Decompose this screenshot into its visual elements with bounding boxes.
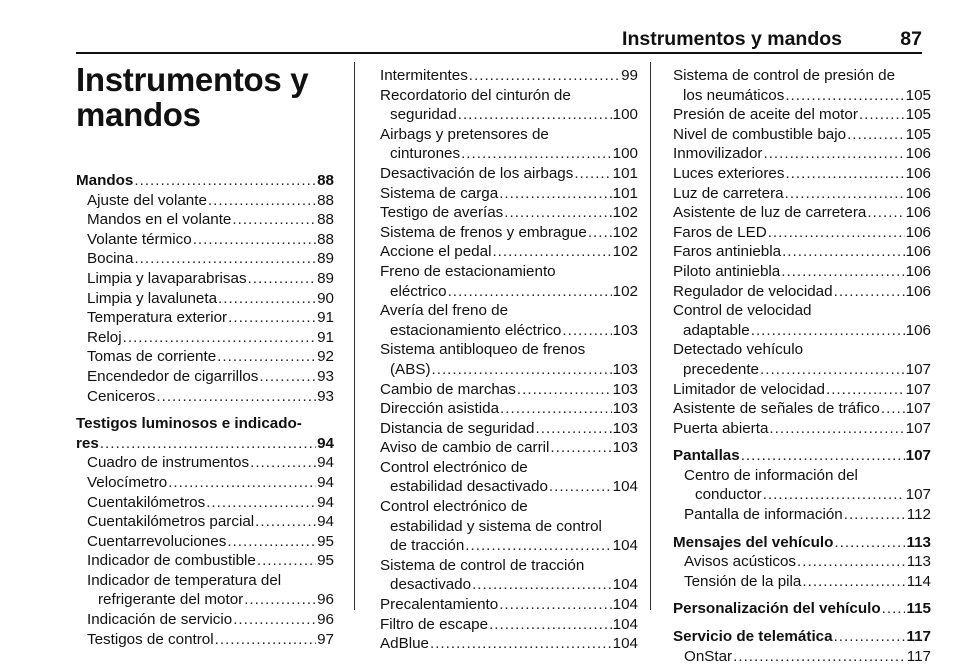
toc-label: Puerta abierta: [673, 419, 769, 437]
toc-entry[interactable]: [76, 191, 334, 211]
toc-page: 107: [905, 447, 931, 465]
toc-page: 95: [317, 532, 334, 550]
toc-page: 107: [905, 419, 931, 437]
toc-label: Faros de LED: [673, 223, 767, 241]
toc-page: 113: [906, 553, 931, 571]
toc-entry[interactable]: Sistema antibloqueo de frenos: [380, 341, 586, 359]
toc-label: Encendedor de cigarrillos: [87, 367, 259, 385]
toc-entry[interactable]: [380, 242, 638, 262]
toc-page: 106: [905, 204, 931, 222]
dot-leader: [797, 552, 906, 572]
dot-leader: [785, 184, 905, 204]
toc-page: 106: [905, 243, 931, 261]
toc-entry[interactable]: [76, 249, 334, 269]
toc-entry[interactable]: Control de velocidad: [673, 302, 812, 320]
dot-leader: [250, 453, 316, 473]
toc-entry[interactable]: [76, 308, 334, 328]
dot-leader: [549, 477, 612, 497]
toc-label: Mandos: [76, 172, 134, 189]
toc-page: 113: [906, 533, 931, 551]
toc-page: 94: [317, 513, 334, 531]
toc-entry[interactable]: [76, 210, 334, 230]
toc-label: desactivado: [390, 576, 472, 594]
toc-entry[interactable]: [673, 282, 931, 302]
toc-entry[interactable]: [380, 595, 638, 615]
dot-leader: [432, 360, 612, 380]
dot-leader: [499, 595, 611, 615]
toc-label: Limpia y lavaparabrisas: [87, 269, 247, 287]
toc-entry-cont[interactable]: [673, 485, 931, 505]
dot-leader: [469, 66, 620, 86]
toc-entry[interactable]: [76, 473, 334, 493]
toc-page: 94: [317, 493, 334, 511]
toc-entry[interactable]: [673, 505, 931, 525]
toc-column-3: [673, 66, 931, 666]
toc-entry[interactable]: [673, 572, 931, 592]
toc-label: Cambio de marchas: [380, 380, 516, 398]
chapter-title-line: mandos: [76, 96, 201, 133]
toc-entry[interactable]: [76, 493, 334, 513]
toc-entry[interactable]: [673, 399, 931, 419]
toc-label: OnStar: [684, 647, 733, 665]
toc-page: 107: [905, 400, 931, 418]
dot-leader: [834, 627, 906, 647]
toc-entry-cont[interactable]: [380, 144, 638, 164]
toc-entry[interactable]: [673, 203, 931, 223]
toc-label: Avisos acústicos: [684, 553, 796, 571]
toc-page: 106: [905, 164, 931, 182]
dot-leader: [536, 419, 612, 439]
dot-leader: [574, 164, 611, 184]
dot-leader: [257, 551, 316, 571]
toc-label: Cuentarrevoluciones: [87, 532, 227, 550]
toc-label: Reloj: [87, 328, 122, 346]
dot-leader: [782, 242, 905, 262]
dot-leader: [232, 210, 316, 230]
toc-page: 103: [612, 400, 638, 418]
toc-entry[interactable]: Avería del freno de: [380, 302, 509, 320]
toc-entry[interactable]: [673, 647, 931, 666]
dot-leader: [834, 282, 905, 302]
dot-leader: [215, 630, 316, 650]
toc-entry[interactable]: Airbags y pretensores de: [380, 125, 549, 143]
dot-leader: [834, 533, 905, 553]
toc-section-mandos[interactable]: [76, 171, 334, 191]
toc-section-testigos[interactable]: Testigos luminosos e indicado-: [76, 415, 302, 433]
toc-entry-cont[interactable]: [380, 477, 638, 497]
toc-entry[interactable]: [380, 634, 638, 654]
toc-entry[interactable]: [380, 399, 638, 419]
toc-page: 117: [906, 647, 931, 665]
toc-label: res: [76, 434, 99, 452]
dot-leader: [233, 610, 316, 630]
toc-entry-cont[interactable]: [673, 360, 931, 380]
toc-entry[interactable]: [76, 512, 334, 532]
toc-label: Precalentamiento: [380, 596, 499, 614]
toc-entry[interactable]: Recordatorio del cinturón de: [380, 86, 571, 104]
toc-page: 104: [612, 596, 638, 614]
dot-leader: [826, 380, 905, 400]
dot-leader: [881, 399, 905, 419]
toc-entry[interactable]: [76, 610, 334, 630]
toc-page: 90: [317, 289, 334, 307]
toc-label: Inmovilizador: [673, 145, 763, 163]
toc-entry-cont[interactable]: [673, 321, 931, 341]
toc-label: Nivel de combustible bajo: [673, 125, 847, 143]
toc-page: 115: [906, 600, 931, 618]
toc-entry-cont[interactable]: [380, 321, 638, 341]
toc-entry-cont[interactable]: estabilidad y sistema de control: [390, 517, 602, 535]
toc-page: 104: [612, 537, 638, 555]
toc-page: 103: [612, 360, 638, 378]
toc-page: 88: [317, 172, 334, 189]
dot-leader: [768, 223, 905, 243]
toc-entry[interactable]: Detectado vehículo: [673, 341, 804, 359]
dot-leader: [517, 380, 612, 400]
toc-page: 88: [317, 211, 334, 229]
toc-label: Dirección asistida: [380, 400, 500, 418]
toc-entry-cont[interactable]: [380, 575, 638, 595]
toc-label: Sistema de frenos y embrague: [380, 223, 587, 241]
toc-label: Testigos de control: [87, 630, 214, 648]
column-divider: [354, 62, 355, 610]
toc-page: 105: [905, 125, 931, 143]
toc-label: Personalización del vehículo: [673, 600, 881, 618]
toc-entry[interactable]: [76, 367, 334, 387]
toc-entry[interactable]: [380, 223, 638, 243]
toc-label: estacionamiento eléctrico: [390, 321, 562, 339]
toc-entry[interactable]: [380, 380, 638, 400]
toc-label: Cuadro de instrumentos: [87, 454, 250, 472]
dot-leader: [248, 269, 317, 289]
toc-label: eléctrico: [390, 282, 447, 300]
toc-column-2: [380, 66, 638, 654]
toc-label: Ajuste del volante: [87, 191, 207, 209]
dot-leader: [134, 171, 316, 191]
toc-label: Filtro de escape: [380, 615, 489, 633]
page-number: 87: [900, 28, 922, 50]
running-header: [0, 28, 960, 52]
toc-page: 94: [317, 434, 334, 452]
running-header-title: Instrumentos y mandos: [622, 28, 842, 50]
toc-label: AdBlue: [380, 635, 429, 653]
toc-page: 102: [612, 204, 638, 222]
toc-section-pantallas[interactable]: [673, 446, 931, 466]
toc-label: Limitador de velocidad: [673, 380, 825, 398]
toc-entry[interactable]: [673, 144, 931, 164]
toc-page: 88: [317, 230, 334, 248]
toc-page: 117: [906, 628, 931, 646]
toc-entry[interactable]: [76, 230, 334, 250]
toc-entry[interactable]: [380, 203, 638, 223]
toc-page: 104: [612, 635, 638, 653]
dot-leader: [802, 572, 905, 592]
toc-entry[interactable]: Sistema de control de tracción: [380, 556, 585, 574]
toc-page: 114: [906, 572, 931, 590]
toc-page: 99: [621, 67, 638, 84]
toc-label: Faros antiniebla: [673, 243, 782, 261]
toc-label: adaptable: [683, 321, 750, 339]
dot-leader: [499, 184, 611, 204]
toc-entry-cont[interactable]: [380, 536, 638, 556]
dot-leader: [448, 282, 612, 302]
toc-page: 103: [612, 321, 638, 339]
toc-label: Volante térmico: [87, 230, 192, 248]
toc-entry[interactable]: [380, 66, 638, 86]
dot-leader: [100, 434, 316, 454]
dot-leader: [472, 575, 612, 595]
chapter-title: [76, 62, 308, 132]
toc-entry[interactable]: [673, 184, 931, 204]
toc-label: Pantalla de información: [684, 506, 843, 524]
dot-leader: [760, 360, 905, 380]
toc-entry[interactable]: Control electrónico de: [380, 498, 528, 516]
dot-leader: [785, 86, 904, 106]
toc-entry[interactable]: Control electrónico de: [380, 458, 528, 476]
toc-entry[interactable]: [380, 615, 638, 635]
toc-page: 95: [317, 552, 334, 570]
toc-page: 93: [317, 387, 334, 405]
toc-label: Piloto antiniebla: [673, 262, 781, 280]
toc-entry[interactable]: [380, 438, 638, 458]
toc-label: Desactivación de los airbags: [380, 164, 574, 182]
toc-entry-cont[interactable]: [76, 590, 334, 610]
dot-leader: [733, 647, 906, 666]
toc-label: Tensión de la pila: [684, 572, 802, 590]
toc-label: conductor: [695, 486, 762, 504]
dot-leader: [763, 485, 905, 505]
dot-leader: [492, 242, 611, 262]
toc-label: Mandos en el volante: [87, 211, 232, 229]
toc-entry[interactable]: Indicador de temperatura del: [87, 571, 282, 589]
toc-page: 96: [317, 591, 334, 609]
toc-page: 89: [317, 250, 334, 268]
toc-page: 97: [317, 630, 334, 648]
toc-entry[interactable]: [380, 164, 638, 184]
toc-entry-cont[interactable]: [380, 360, 638, 380]
dot-leader: [489, 615, 612, 635]
toc-page: 105: [905, 106, 931, 124]
toc-page: 104: [612, 615, 638, 633]
toc-entry-cont[interactable]: [380, 282, 638, 302]
toc-page: 89: [317, 269, 334, 287]
toc-label: Cuentakilómetros parcial: [87, 513, 255, 531]
toc-entry[interactable]: [76, 453, 334, 473]
toc-label: Luz de carretera: [673, 184, 784, 202]
toc-label: Luces exteriores: [673, 164, 785, 182]
dot-leader: [244, 590, 316, 610]
toc-label: Ceniceros: [87, 387, 156, 405]
toc-entry[interactable]: [673, 262, 931, 282]
toc-label: cinturones: [390, 145, 461, 163]
toc-section-testigos-cont[interactable]: [76, 434, 334, 454]
toc-column-1: [76, 171, 334, 649]
toc-entry[interactable]: [76, 328, 334, 348]
chapter-title-line: Instrumentos y: [76, 61, 309, 98]
toc-entry[interactable]: [673, 105, 931, 125]
toc-label: Regulador de velocidad: [673, 282, 833, 300]
toc-label: Bocina: [87, 250, 134, 268]
dot-leader: [208, 191, 316, 211]
dot-leader: [227, 532, 316, 552]
dot-leader: [193, 230, 316, 250]
toc-label: Pantallas: [673, 447, 740, 465]
toc-entry[interactable]: Freno de estacionamiento: [380, 262, 556, 280]
dot-leader: [123, 328, 316, 348]
toc-entry[interactable]: [673, 242, 931, 262]
dot-leader: [458, 105, 612, 125]
toc-entry-cont[interactable]: [380, 105, 638, 125]
toc-page: 101: [612, 164, 638, 182]
dot-leader: [206, 493, 316, 513]
toc-page: 103: [612, 439, 638, 457]
dot-leader: [588, 223, 612, 243]
toc-label: de tracción: [390, 537, 465, 555]
toc-entry[interactable]: [76, 630, 334, 650]
toc-page: 91: [317, 309, 334, 327]
dot-leader: [430, 634, 612, 654]
toc-page: 106: [905, 262, 931, 280]
toc-label: Asistente de luz de carretera: [673, 204, 867, 222]
dot-leader: [168, 473, 316, 493]
dot-leader: [785, 164, 904, 184]
toc-entry[interactable]: [76, 347, 334, 367]
toc-entry[interactable]: [76, 289, 334, 309]
dot-leader: [763, 144, 904, 164]
toc-page: 106: [905, 223, 931, 241]
dot-leader: [500, 399, 612, 419]
toc-entry[interactable]: [380, 419, 638, 439]
toc-label: Servicio de telemática: [673, 628, 833, 646]
toc-entry[interactable]: [673, 419, 931, 439]
toc-entry[interactable]: Sistema de control de presión de: [673, 67, 896, 84]
header-rule: [76, 52, 922, 54]
toc-label: seguridad: [390, 106, 457, 124]
toc-label: los neumáticos: [683, 86, 785, 104]
toc-label: estabilidad desactivado: [390, 478, 548, 496]
toc-page: 100: [612, 106, 638, 124]
toc-page: 94: [317, 473, 334, 491]
toc-entry[interactable]: [673, 223, 931, 243]
dot-leader: [504, 203, 611, 223]
toc-label: (ABS): [390, 360, 431, 378]
toc-entry[interactable]: [76, 551, 334, 571]
toc-label: Velocímetro: [87, 473, 168, 491]
toc-label: Temperatura exterior: [87, 309, 228, 327]
toc-page: 100: [612, 145, 638, 163]
toc-page: 112: [906, 506, 931, 524]
toc-page: 107: [905, 380, 931, 398]
toc-page: 107: [905, 486, 931, 504]
toc-label: Aviso de cambio de carril: [380, 439, 550, 457]
toc-page: 96: [317, 611, 334, 629]
toc-entry[interactable]: [76, 532, 334, 552]
toc-label: Limpia y lavaluneta: [87, 289, 218, 307]
toc-page: 103: [612, 419, 638, 437]
toc-page: 88: [317, 191, 334, 209]
toc-page: 104: [612, 576, 638, 594]
toc-page: 93: [317, 367, 334, 385]
toc-page: 105: [905, 86, 931, 104]
toc-label: Tomas de corriente: [87, 348, 217, 366]
dot-leader: [769, 419, 904, 439]
toc-page: 106: [905, 184, 931, 202]
toc-label: Testigo de averías: [380, 204, 504, 222]
toc-label: Sistema de carga: [380, 184, 499, 202]
toc-page: 107: [905, 360, 931, 378]
toc-page: 106: [905, 145, 931, 163]
toc-page: 92: [317, 348, 334, 366]
toc-entry[interactable]: Centro de información del: [684, 466, 858, 484]
toc-page: 94: [317, 454, 334, 472]
dot-leader: [562, 321, 611, 341]
dot-leader: [844, 505, 906, 525]
toc-label: Accione el pedal: [380, 243, 492, 261]
dot-leader: [882, 599, 906, 619]
dot-leader: [751, 321, 905, 341]
toc-entry[interactable]: [673, 125, 931, 145]
toc-label: Indicación de servicio: [87, 611, 233, 629]
toc-label: Distancia de seguridad: [380, 419, 535, 437]
dot-leader: [255, 512, 316, 532]
toc-entry[interactable]: [673, 552, 931, 572]
toc-label: Indicador de combustible: [87, 552, 256, 570]
dot-leader: [781, 262, 904, 282]
toc-label: precedente: [683, 360, 759, 378]
toc-page: 101: [612, 184, 638, 202]
toc-label: Presión de aceite del motor: [673, 106, 858, 124]
toc-page: 102: [612, 243, 638, 261]
dot-leader: [217, 347, 316, 367]
dot-leader: [134, 249, 316, 269]
column-divider: [650, 62, 651, 610]
dot-leader: [156, 387, 316, 407]
toc-entry[interactable]: [673, 380, 931, 400]
toc-label: refrigerante del motor: [98, 591, 244, 609]
toc-page: 104: [612, 478, 638, 496]
toc-entry[interactable]: [380, 184, 638, 204]
dot-leader: [461, 144, 612, 164]
toc-page: 106: [905, 321, 931, 339]
toc-page: 103: [612, 380, 638, 398]
toc-label: Asistente de señales de tráfico: [673, 400, 880, 418]
toc-section-personalizacion[interactable]: [673, 599, 931, 619]
dot-leader: [550, 438, 611, 458]
toc-entry[interactable]: [76, 269, 334, 289]
toc-page: 106: [905, 282, 931, 300]
dot-leader: [465, 536, 611, 556]
dot-leader: [741, 446, 905, 466]
toc-entry[interactable]: [673, 164, 931, 184]
dot-leader: [259, 367, 316, 387]
toc-entry[interactable]: [76, 387, 334, 407]
toc-section-mensajes[interactable]: [673, 533, 931, 553]
toc-label: Intermitentes: [380, 67, 468, 84]
toc-label: Cuentakilómetros: [87, 493, 206, 511]
dot-leader: [218, 289, 316, 309]
toc-page: 91: [317, 328, 334, 346]
toc-label: Mensajes del vehículo: [673, 533, 834, 551]
dot-leader: [847, 125, 905, 145]
dot-leader: [859, 105, 905, 125]
dot-leader: [867, 203, 904, 223]
toc-page: 102: [612, 223, 638, 241]
toc-entry-cont[interactable]: [673, 86, 931, 106]
toc-page: 102: [612, 282, 638, 300]
toc-section-servicio[interactable]: [673, 627, 931, 647]
dot-leader: [228, 308, 316, 328]
